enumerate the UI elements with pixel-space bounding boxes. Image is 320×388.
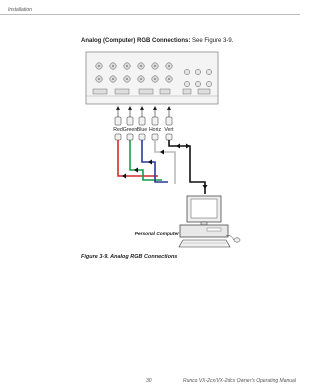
manual-title: Runco VX-2cx/VX-2dcx Owner's Operating Manual — [183, 378, 296, 384]
computer-label: Personal Computer — [134, 232, 179, 237]
page-number: 30 — [146, 378, 152, 384]
wire-green — [130, 140, 162, 180]
personal-computer — [179, 196, 240, 247]
label-red: Red — [113, 127, 123, 133]
section-label: Installation — [8, 7, 32, 13]
label-blue: Blue — [136, 127, 148, 133]
heading-bold: Analog (Computer) RGB Connections: — [81, 38, 191, 44]
projector-rear-panel — [86, 52, 218, 104]
cable-plugs — [115, 134, 172, 140]
label-vert: Vert — [164, 127, 174, 133]
bnc-plugs — [115, 106, 172, 125]
label-green: Green — [122, 127, 138, 133]
label-horiz: Horiz — [148, 127, 162, 133]
rgb-wires — [118, 140, 205, 194]
heading-reference: See Figure 3-9. — [190, 38, 234, 44]
figure-caption: Figure 3-9. Analog RGB Connections — [81, 254, 178, 260]
